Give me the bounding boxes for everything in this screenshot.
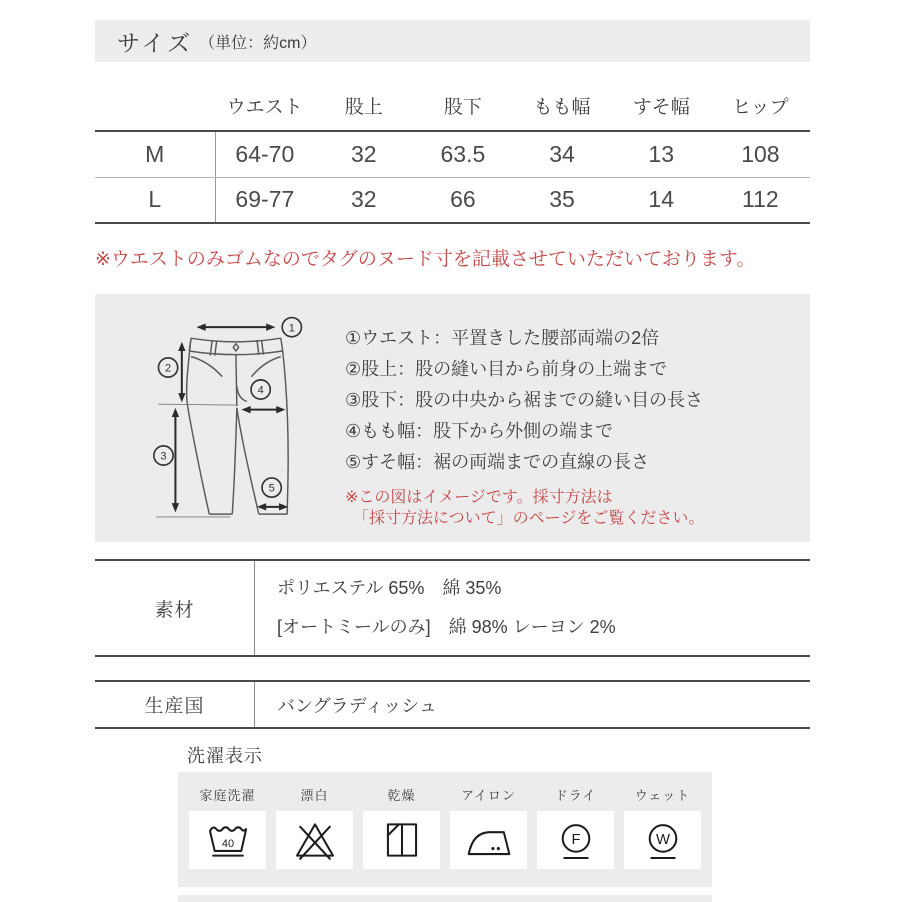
cell-value: 108 [711, 131, 810, 177]
col-header-hip: ヒップ [732, 97, 789, 118]
measure-item-rise: ②股上：股の縫い目から前身の上端まで [345, 359, 668, 379]
cell-value: 112 [711, 177, 810, 223]
cell-value: 66 [413, 177, 512, 223]
measure-item-waist: ①ウエスト：平置きした腰部両端の2倍 [345, 328, 660, 348]
care-item-dry [363, 785, 440, 887]
cell-value: 13 [612, 131, 711, 177]
page-title: サイズ [117, 29, 194, 56]
country-row [95, 680, 810, 729]
care-item-home-wash [189, 785, 266, 887]
care-label: アイロン [461, 788, 516, 803]
material-line-2: [オートミールのみ] 綿 98% レーヨン 2% [277, 617, 616, 637]
care-label: ドライ [554, 788, 597, 803]
size-section-header [95, 20, 810, 62]
wash-temp-text: 40 [221, 838, 234, 851]
diagram-number-3: 3 [160, 450, 167, 463]
cell-value: 34 [512, 131, 611, 177]
cell-value: 32 [314, 177, 413, 223]
table-row-l [95, 177, 810, 223]
size-table-header-row [95, 92, 810, 131]
material-label: 素材 [95, 561, 255, 655]
pants-measurement-diagram [135, 307, 335, 527]
care-item-wet-clean [624, 785, 701, 887]
size-label: L [95, 177, 215, 223]
waist-elastic-note: ※ウエストのみゴムなのでタグのヌード寸を記載させていただいております。 [95, 249, 756, 270]
cell-value: 64-70 [215, 131, 314, 177]
col-header-rise: 股上 [344, 97, 383, 118]
care-label: 乾燥 [387, 788, 416, 803]
cell-value: 14 [612, 177, 711, 223]
measure-item-hem: ⑤すそ幅：裾の両端までの直線の長さ [345, 452, 650, 472]
table-row-m [95, 131, 810, 177]
cell-value: 69-77 [215, 177, 314, 223]
next-section-strip [178, 895, 712, 902]
dry-clean-letter: F [570, 831, 581, 848]
country-label: 生産国 [95, 682, 255, 727]
cell-value: 32 [314, 131, 413, 177]
line-dry-shade-icon [377, 817, 427, 863]
care-symbols-box [178, 772, 712, 887]
care-item-iron [450, 785, 527, 887]
care-item-dry-clean [537, 785, 614, 887]
care-label: ウェット [634, 788, 691, 803]
wash-40-icon [203, 817, 253, 863]
cell-value: 63.5 [413, 131, 512, 177]
disclaimer-line-2: 「採寸方法について」のページをご覧ください。 [353, 510, 705, 527]
care-label: 家庭洗濯 [199, 788, 256, 803]
material-line-1: ポリエステル 65% 綿 35% [277, 578, 502, 598]
size-label: M [95, 131, 215, 177]
diagram-number-5: 5 [268, 482, 275, 495]
diagram-number-4: 4 [257, 384, 264, 397]
country-value: バングラディッシュ [277, 695, 437, 716]
iron-medium-icon [464, 817, 514, 863]
measure-item-thigh: ④もも幅：股下から外側の端まで [345, 421, 614, 441]
size-col-header [95, 92, 215, 131]
diagram-number-2: 2 [165, 362, 172, 375]
care-item-bleach [276, 785, 353, 887]
cell-value: 35 [512, 177, 611, 223]
wet-clean-letter: W [655, 831, 670, 848]
col-header-thigh: もも幅 [533, 97, 591, 118]
care-heading: 洗濯表示 [187, 746, 263, 766]
measure-item-inseam: ③股下：股の中央から裾までの縫い目の長さ [345, 390, 704, 410]
diagram-disclaimer [345, 487, 704, 529]
col-header-hem: すそ幅 [632, 97, 690, 118]
col-header-inseam: 股下 [443, 97, 482, 118]
material-row [95, 559, 810, 657]
disclaimer-line-1: ※この図はイメージです。採寸方法は [345, 489, 613, 506]
measurement-guide-box [95, 294, 810, 542]
do-not-bleach-icon [290, 817, 340, 863]
dry-clean-f-icon [551, 817, 601, 863]
diagram-number-1: 1 [288, 322, 295, 335]
size-table [95, 92, 810, 224]
unit-note: （単位：約cm） [199, 34, 317, 52]
col-header-waist: ウエスト [226, 97, 303, 118]
wet-clean-w-icon [638, 817, 688, 863]
measure-definitions [345, 307, 704, 529]
care-label: 漂白 [300, 788, 329, 803]
